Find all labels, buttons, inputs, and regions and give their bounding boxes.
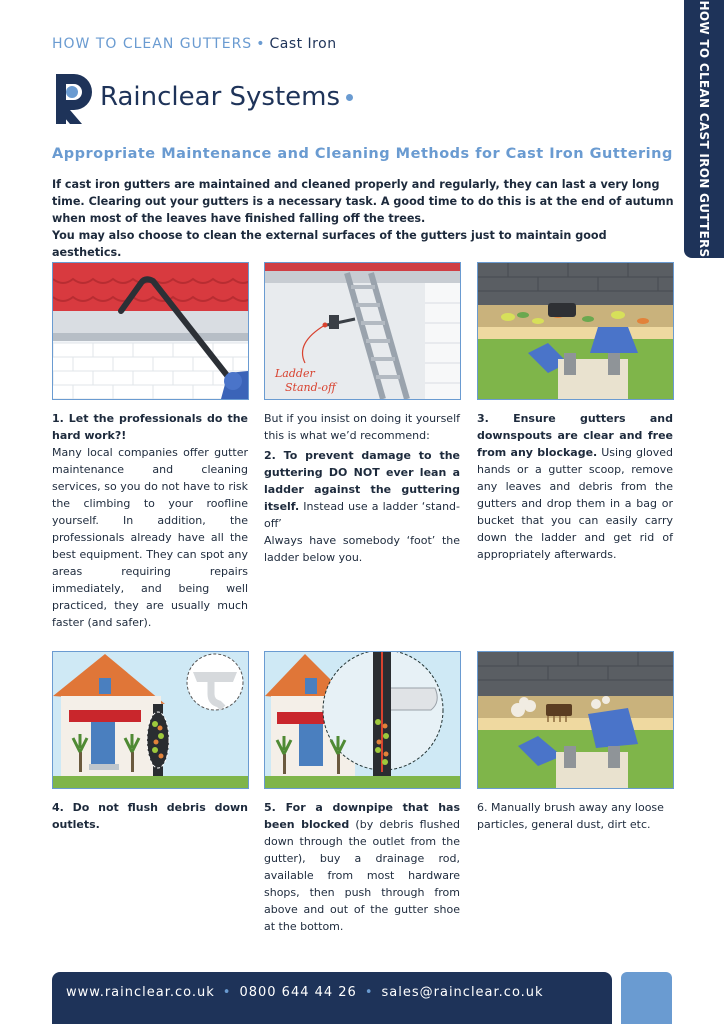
intro-text bbox=[52, 176, 677, 261]
illustration-brushing bbox=[477, 651, 674, 789]
step-2 bbox=[264, 410, 460, 566]
footer-contact-bar bbox=[52, 972, 612, 1024]
step-2-note: Always have somebody ‘foot’ the ladder below you. bbox=[264, 534, 460, 564]
side-tab-label: HOW TO CLEAN CAST IRON GUTTERS bbox=[697, 0, 711, 258]
illustration-blocked-downpipe bbox=[264, 651, 461, 789]
step-5-title: 5. For a downpipe that has been blocked bbox=[264, 801, 460, 831]
footer-separator-dot: • bbox=[364, 985, 374, 1000]
rainclear-logo-icon bbox=[50, 70, 98, 126]
footer-separator-dot: • bbox=[222, 985, 232, 1000]
website-link[interactable]: www.rainclear.co.uk bbox=[66, 985, 215, 1000]
step-4 bbox=[52, 799, 248, 833]
step-1-body: Many local companies offer gutter maintenance and cleaning services, so you do not have to risk the climbing to your roofline yourself. In addition, the professionals already have all the best equipment. They can spot any areas requiring repairs immediately, and being well practiced, they are usually much faster (and safer). bbox=[52, 446, 248, 629]
ladder-standoff-illustration bbox=[265, 263, 460, 399]
breadcrumb-main: HOW TO CLEAN GUTTERS bbox=[52, 36, 253, 52]
step-3 bbox=[477, 410, 673, 563]
brand-name: Rainclear Systems bbox=[100, 82, 353, 112]
blocked-downpipe-illustration bbox=[265, 652, 460, 788]
breadcrumb-separator-dot: • bbox=[256, 36, 266, 52]
footer-accent-square bbox=[621, 972, 672, 1024]
step-2-title: 2. To prevent damage to the guttering DO NOT ever lean a ladder against the guttering itself. bbox=[264, 449, 460, 513]
side-tab bbox=[684, 0, 724, 258]
section-title: Appropriate Maintenance and Cleaning Methods for Cast Iron Guttering bbox=[52, 146, 673, 162]
intro-paragraph-2: You may also choose to clean the external surfaces of the gutters just to maintain good aesthetics. bbox=[52, 229, 607, 259]
illustration-professional-cleaning bbox=[52, 262, 249, 400]
step-2-body: Instead use a ladder ‘stand-off’ bbox=[264, 500, 460, 530]
intro-paragraph-1: If cast iron gutters are maintained and cleaned properly and regularly, they can last a very long time. Clearing out your gutters is a necessary task. A good time to do this is at the end of autumn when most of the leaves have finished falling off the trees. bbox=[52, 178, 674, 225]
step-2-lead: But if you insist on doing it yourself this is what we’d recommend: bbox=[264, 412, 460, 442]
step-6 bbox=[477, 799, 673, 833]
breadcrumb bbox=[52, 36, 337, 52]
step-3-body: Using gloved hands or a gutter scoop, remove any leaves and debris from the gutters and drop them in a bag or bucket that you can easily carry down the ladder and get rid of appropriately afterwards. bbox=[477, 446, 673, 561]
step-5-body: (by debris flushed down through the outlet from the gutter), buy a drainage rod, available from most hardware shops, then push through from above and out of the gutter shoe at the bottom. bbox=[264, 818, 460, 933]
pole-cleaning-illustration bbox=[53, 263, 248, 399]
step-1-title: 1. Let the professionals do the hard work?! bbox=[52, 412, 248, 442]
illustration-ladder-standoff bbox=[264, 262, 461, 400]
step-5 bbox=[264, 799, 460, 935]
brand-dot-icon bbox=[346, 94, 353, 101]
step-1 bbox=[52, 410, 248, 631]
breadcrumb-sub: Cast Iron bbox=[269, 36, 337, 52]
standoff-label: Stand-off bbox=[285, 381, 336, 394]
illustration-outlet-debris bbox=[52, 651, 249, 789]
ladder-label: Ladder bbox=[275, 367, 315, 380]
step-6-body: 6. Manually brush away any loose particles, general dust, dirt etc. bbox=[477, 801, 664, 831]
step-3-title: 3. Ensure gutters and downspouts are clear and free from any blockage. bbox=[477, 412, 673, 459]
brand-logo bbox=[50, 70, 380, 130]
illustration-gloved-clearing bbox=[477, 262, 674, 400]
footer-contact-line bbox=[66, 985, 544, 1000]
gloved-clearing-illustration bbox=[478, 263, 673, 399]
email-link[interactable]: sales@rainclear.co.uk bbox=[381, 985, 544, 1000]
outlet-debris-illustration bbox=[53, 652, 248, 788]
step-4-title: 4. Do not flush debris down outlets. bbox=[52, 801, 248, 831]
phone-number[interactable]: 0800 644 44 26 bbox=[239, 985, 357, 1000]
brushing-illustration bbox=[478, 652, 673, 788]
